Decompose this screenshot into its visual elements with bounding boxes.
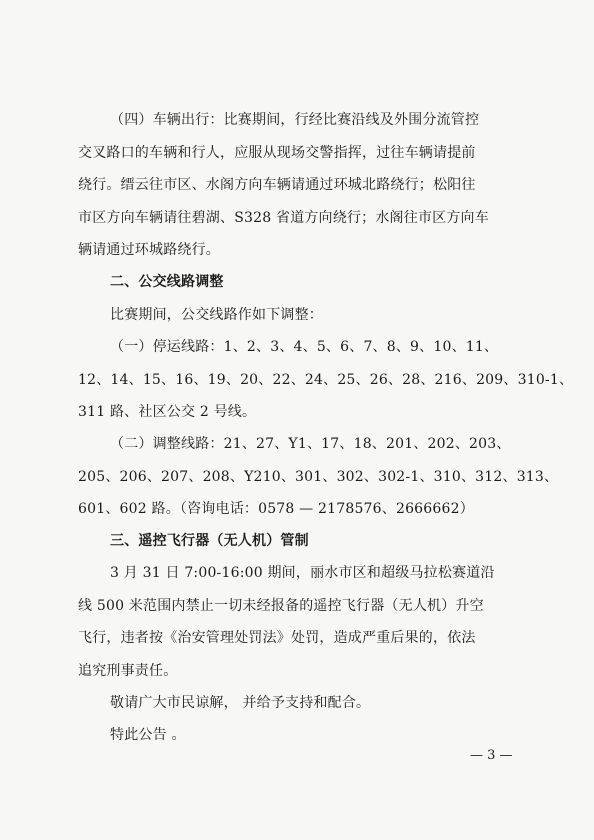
drone-text-line-1: 3 月 31 日 7:00-16:00 期间，丽水市区和超级马拉松赛道沿 [110,565,495,581]
section-heading-bus-routes: 二、公交线路调整 [110,274,224,290]
drone-text-line-2: 线 500 米范围内禁止一切未经报备的遥控飞行器（无人机）升空 [78,598,484,614]
paragraph-vehicle-travel-line-1: （四）车辆出行：比赛期间，行经比赛沿线及外围分流管控 [110,112,480,128]
paragraph-vehicle-travel-line-3: 绕行。缙云往市区、水阁方向车辆请通过环城北路绕行；松阳往 [78,177,476,193]
bus-routes-intro: 比赛期间，公交线路作如下调整： [110,307,323,323]
adjusted-routes-line-3: 601、602 路。（咨询电话：0578 — 2178576、2666662） [78,501,474,517]
paragraph-vehicle-travel-line-2: 交叉路口的车辆和行人，应服从现场交警指挥，过往车辆请提前 [78,145,476,161]
drone-text-line-3: 飞行，违者按《治安管理处罚法》处罚，造成严重后果的，依法 [78,630,476,646]
page-number: — 3 — [470,748,513,763]
stopped-routes-line-3: 311 路、社区公交 2 号线。 [78,404,257,420]
adjusted-routes-line-1: （二）调整线路：21、27、Y1、17、18、201、202、203、 [110,436,511,452]
stopped-routes-line-2: 12、14、15、16、19、20、22、24、25、26、28、216、209、310-1、 [78,372,574,388]
drone-text-line-4: 追究刑事责任。 [78,663,178,679]
adjusted-routes-line-2: 205、206、207、208、Y210、301、302、302-1、310、312、313、 [78,469,559,485]
stopped-routes-line-1: （一）停运线路：1、2、3、4、5、6、7、8、9、10、11、 [110,339,499,355]
section-heading-drone-control: 三、遥控飞行器（无人机）管制 [110,533,309,549]
paragraph-vehicle-travel-line-5: 辆请通过环城路绕行。 [78,242,220,258]
closing-request: 敬请广大市民谅解， 并给予支持和配合。 [110,695,371,711]
closing-notice: 特此公告 。 [110,727,186,743]
paragraph-vehicle-travel-line-4: 市区方向车辆请往碧湖、S328 省道方向绕行；水阁往市区方向车 [78,210,489,226]
